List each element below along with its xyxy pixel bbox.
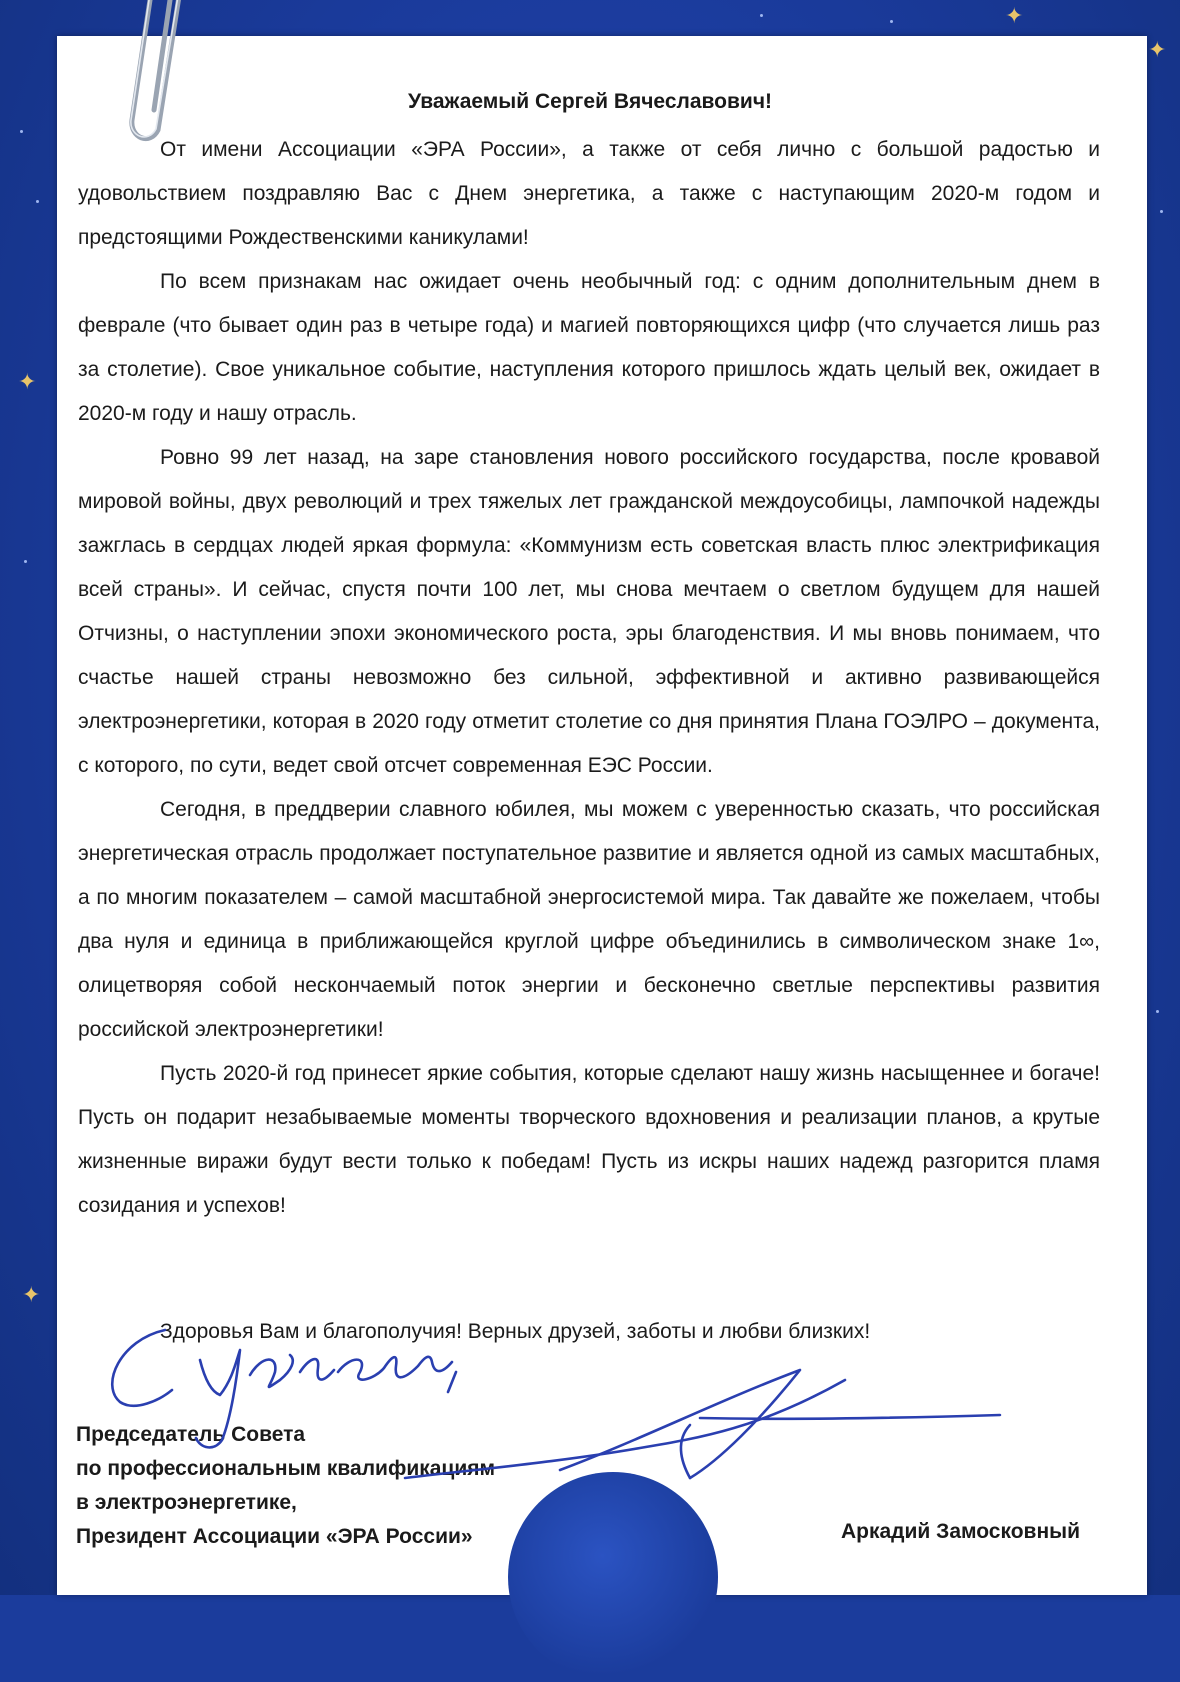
paragraph-5: Пусть 2020-й год принесет яркие события, которые сделают нашу жизнь насыщеннее и богаче! Пусть он подарит незабываемые моменты творческого вдохновения и реализации планов, а крутые жизненные виражи будут вести только к победам! Пусть из искры наших надежд разгорится пламя созидания и успехов! <box>78 1062 1100 1217</box>
paragraph-3: Ровно 99 лет назад, на заре становления нового российского государства, после кровавой мировой войны, двух революций и трех тяжелых лет гражданской междоусобицы, лампочкой надежды зажглась в сердцах людей яркая формула: «Коммунизм есть советская власть плюс электрификация всей страны». И сейчас, спустя почти 100 лет, мы снова мечтаем о светлом будущем для нашей Отчизны, о наступлении эпохи экономического роста, эры благоденствия. И мы вновь понимаем, что счастье нашей страны невозможно без сильной, эффективной и активно развивающейся электроэнергетики, которая в 2020 году отметит столетие со дня принятия Плана ГОЭЛРО – документа, с которого, по сути, ведет свой отсчет современная ЕЭС России. <box>78 446 1100 777</box>
star-icon: ✦ <box>1148 38 1167 63</box>
globe-decoration <box>508 1472 718 1682</box>
letter-body <box>78 128 1100 1228</box>
sparkle-dot <box>1156 1010 1159 1013</box>
paragraph-1: От имени Ассоциации «ЭРА России», а также от себя лично с большой радостью и удовольствием поздравляю Вас с Днем энергетика, а также с наступающим 2020-м годом и предстоящими Рождественскими каникулами! <box>78 138 1100 249</box>
star-icon: ✦ <box>22 1283 41 1308</box>
signer-line: Председатель Совета <box>76 1423 306 1446</box>
paragraph-2: По всем признакам нас ожидает очень необычный год: с одним дополнительным днем в феврале (что бывает один раз в четыре года) и магией повторяющихся цифр (что случается лишь раз за столетие). Свое уникальное событие, наступления которого пришлось ждать целый век, ожидает в 2020-м году и нашу отрасль. <box>78 270 1100 425</box>
signer-line: в электроэнергетике, <box>76 1491 297 1514</box>
sparkle-dot <box>760 14 763 17</box>
paragraph-4: Сегодня, в преддверии славного юбилея, мы можем с уверенностью сказать, что российская энергетическая отрасль продолжает поступательное развитие и является одной из самых масштабных, а по многим показателем – самой масштабной энергосистемой мира. Так давайте же пожелаем, чтобы два нуля и единица в приближающейся круглой цифре объединились в символическом знаке 1∞, олицетворяя собой нескончаемый поток энергии и бесконечно светлые перспективы развития российской электроэнергетики! <box>78 798 1100 1041</box>
sparkle-dot <box>36 200 39 203</box>
sparkle-dot <box>20 130 23 133</box>
signer-name: Аркадий Замосковный <box>841 1520 1080 1543</box>
star-icon: ✦ <box>18 370 37 395</box>
sparkle-dot <box>890 20 893 23</box>
signer-block <box>76 1418 495 1554</box>
star-icon: ✦ <box>1005 4 1024 29</box>
sparkle-dot <box>24 560 27 563</box>
letter-greeting: Уважаемый Сергей Вячеславович! <box>407 90 773 113</box>
signer-line: Президент Ассоциации «ЭРА России» <box>76 1525 473 1548</box>
signer-line: по профессиональным квалификациям <box>76 1457 496 1480</box>
closing-wish: Здоровья Вам и благополучия! Верных друзей, заботы и любви близких! <box>160 1320 871 1343</box>
sparkle-dot <box>1160 210 1163 213</box>
